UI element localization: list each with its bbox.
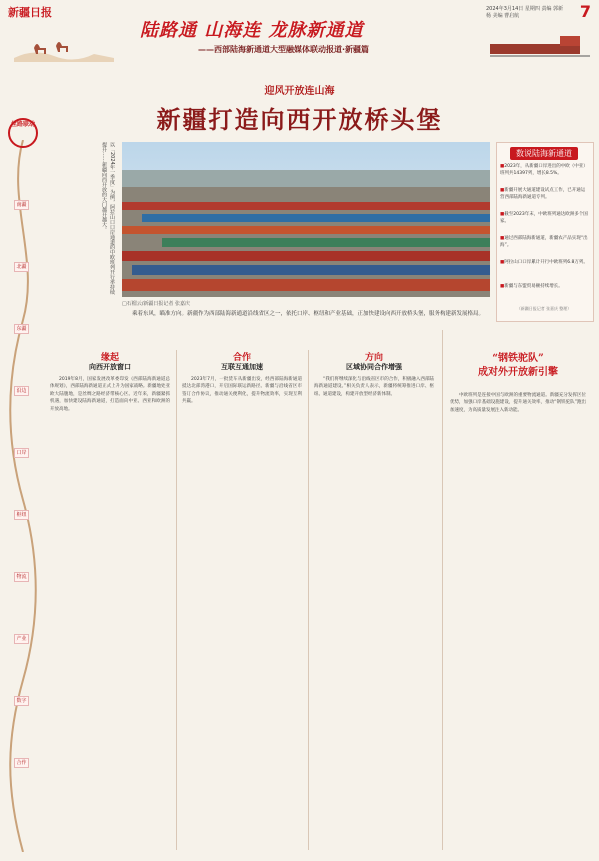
train-illustration xyxy=(490,18,590,62)
section-body-origin: 2019年8月，国家发展改革委印发《西部陆海新通道总体规划》，西部陆海新通道正式上升为国家战略。新疆地处亚欧大陆腹地，是丝绸之路经济带核心区。近年来，新疆紧抓机遇，加快建设陆海新通道，打造面向中亚、西亚和欧洲的开放高地。 xyxy=(50,377,170,412)
right-section-sub: 成对外开放新引擎 xyxy=(478,367,558,378)
stat-item: ■2023年，从新疆口岸进出的中欧（中亚）班列共14397列，增长8.5%。 xyxy=(500,164,588,176)
column-rule xyxy=(176,350,177,850)
stat-item: ■新疆开展大通道建设试点工作，已开通运营西部陆海新通道专列。 xyxy=(500,188,586,200)
stat-item: ■截至2023年末，中欧班列通达欧洲多个国家。 xyxy=(500,212,588,224)
section-head-direction: 方向 xyxy=(364,353,383,363)
right-section-head: “钢铁驼队” xyxy=(492,353,544,364)
banner-title: 陆路通 山海连 龙脉新通道 xyxy=(140,20,364,41)
section-head-origin: 缘起 xyxy=(100,353,119,363)
sidebar-title: 数说陆海新通道 xyxy=(496,148,592,159)
sidebar-credit: （新疆日报记者 张嘉庆 整理） xyxy=(516,306,572,311)
column-rule xyxy=(308,350,309,850)
left-tag: 北疆 xyxy=(14,262,29,272)
left-tag-column xyxy=(14,200,29,768)
left-tag: 合作 xyxy=(14,758,29,768)
left-tag: 物流 xyxy=(14,572,29,582)
edition-info: 2024年3月14日 星期四 责编 郭新杨 美编 曹启航 xyxy=(486,6,564,19)
left-tag: 南疆 xyxy=(14,200,29,210)
left-tag: 口岸 xyxy=(14,448,29,458)
article-headline: 新疆打造向西开放桥头堡 xyxy=(156,105,443,134)
article-intro: 乘着东风，瞄准方向。新疆作为西部陆海新通道沿线省区之一，依托口岸、枢纽和产业基础，正加快建设向西开放桥头堡，服务构建新发展格局。 xyxy=(132,311,485,317)
left-tag: 沿边 xyxy=(14,386,29,396)
left-tag: 枢纽 xyxy=(14,510,29,520)
pull-quote: 以「2024年一季度」为例，阿拉山口口岸通道的中欧班列开行率持续提升……新疆向西开放的大门越开越大。 xyxy=(101,142,115,295)
section-sub-direction: 区域协同合作增强 xyxy=(346,363,402,371)
left-tag: 数字 xyxy=(14,696,29,706)
camel-caravan-illustration xyxy=(14,18,114,62)
photo-caption: □石榴云/新疆日报记者 张嘉庆 xyxy=(122,301,190,307)
banner-subtitle: ——西部陆海新通道大型融媒体联动报道·新疆篇 xyxy=(198,45,370,54)
stat-item: ■阿拉山口口岸累计开行中欧班列6.8万列。 xyxy=(500,260,588,265)
section-sub-origin: 向西开放窗口 xyxy=(89,363,131,371)
left-tag: 东疆 xyxy=(14,324,29,334)
rail-yard-photo xyxy=(122,142,490,297)
stat-item: ■通过西部陆海新通道，新疆农产品实现“出海”。 xyxy=(500,236,588,248)
section-seal: 丝路联动 xyxy=(8,118,38,148)
right-section-body: 中欧班列是连接中国与欧洲的重要物流通道。新疆充分发挥区位优势，加强口岸基础设施建设，提升通关效率，推动“钢铁驼队”跑出加速度，为高质量发展注入新动能。 xyxy=(450,393,586,413)
page-number: 7 xyxy=(579,2,591,21)
left-tag: 产业 xyxy=(14,634,29,644)
section-body-direction: “我们将继续深化与沿线省区市的合作，积极融入西部陆海新通道建设。”相关负责人表示，新疆将统筹推进口岸、枢纽、通道建设，构建开放型经济新体制。 xyxy=(314,377,434,397)
section-body-cooperation: 2023年7月，一批货车从新疆出发，经西部陆海新通道抵达北部湾港口，开启国际联运新路径。新疆与沿线省区市签订合作协议，推动通关便利化，提升物流效率，实现互利共赢。 xyxy=(182,377,302,405)
newspaper-logo: 新疆日报 xyxy=(8,6,52,19)
section-head-cooperation: 合作 xyxy=(232,353,251,363)
section-sub-cooperation: 互联互通加速 xyxy=(221,363,263,371)
stat-item: ■新疆与东盟贸易额持续增长。 xyxy=(500,284,563,289)
article-kicker: 迎风开放连山海 xyxy=(264,86,335,97)
column-rule xyxy=(442,330,443,850)
